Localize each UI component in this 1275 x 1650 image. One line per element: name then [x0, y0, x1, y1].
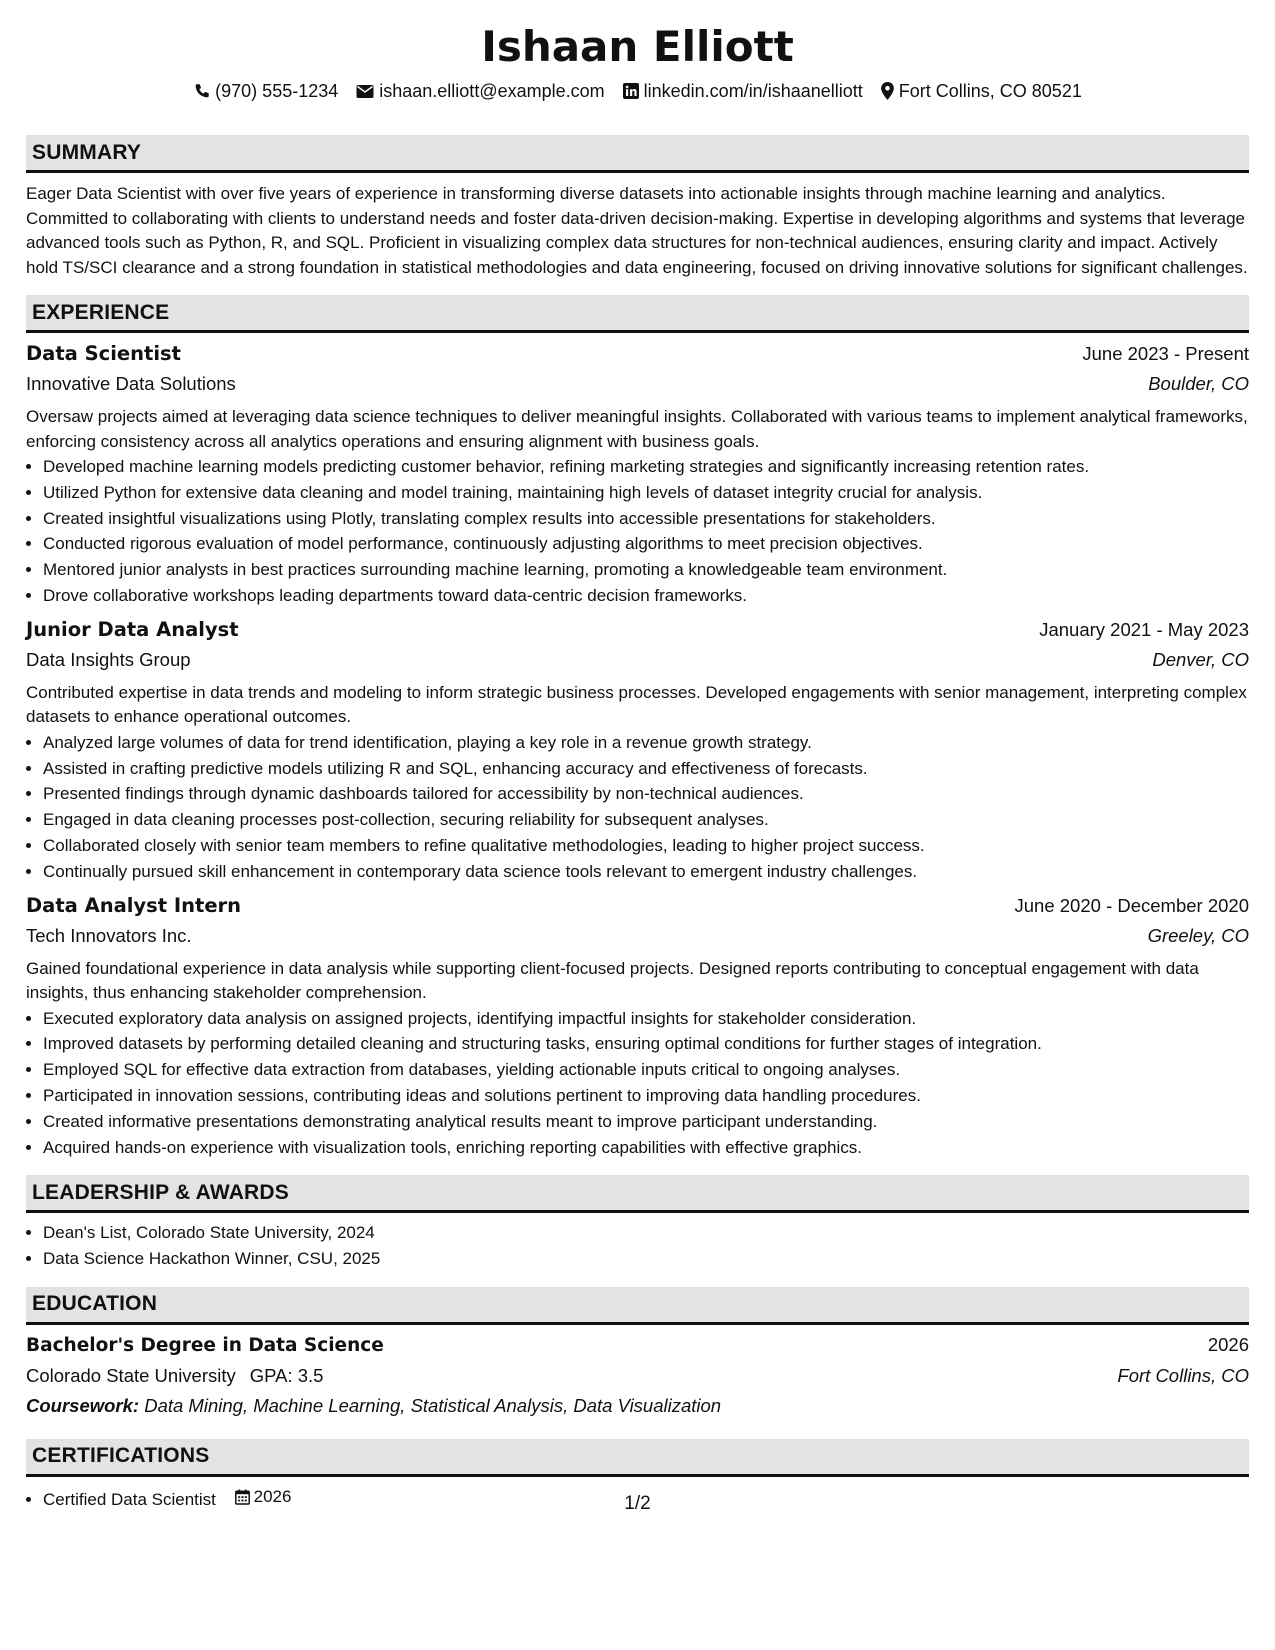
contact-location: [881, 78, 1082, 104]
phone-number: (970) 555-1234: [215, 81, 339, 101]
company-name: Innovative Data Solutions: [26, 373, 236, 394]
company-name: Data Insights Group: [26, 648, 191, 670]
job-description: Contributed expertise in data trends and modeling to inform strategic business processes. Developed engagements with senior management, interpreting complex datasets to enhance operational outcomes.: [26, 682, 1247, 727]
list-item: • Created insightful visualizations using Plotly, translating complex results into accessible presentations for stakeholders.: [43, 506, 1249, 532]
list-item: • Developed machine learning models predicting customer behavior, refining marketing strategies and significantly increasing retention rates.: [43, 454, 1249, 480]
contact-email[interactable]: [356, 78, 604, 104]
section-header: [26, 1439, 1249, 1477]
job-description: Oversaw projects aimed at leveraging data science techniques to deliver meaningful insights. Collaborated with various teams to implement analytical frameworks, enforcing consistency across all analytics operations and ensuring alignment with business goals.: [26, 407, 1248, 451]
map-pin-icon: [881, 82, 894, 100]
degree-title: Bachelor's Degree in Data Science: [26, 1334, 384, 1356]
job-location: Denver, CO: [1152, 648, 1249, 670]
coursework-list: Data Mining, Machine Learning, Statistical Analysis, Data Visualization: [144, 1394, 722, 1416]
summary-section: [26, 135, 1249, 280]
list-item: • Acquired hands-on experience with visualization tools, enriching reporting capabilities with effective graphics.: [43, 1135, 1249, 1161]
list-item: • Collaborated closely with senior team members to refine qualitative methodologies, leading to higher project success.: [43, 833, 1249, 859]
school-name: Colorado State University: [26, 1364, 236, 1386]
section-header: [26, 135, 1249, 173]
gpa: GPA: 3.5: [249, 1364, 324, 1386]
list-item: • Continually pursued skill enhancement in contemporary data science tools relevant to emergent industry challenges.: [43, 859, 1249, 885]
section-title: CERTIFICATIONS: [32, 1444, 210, 1468]
awards-section: [26, 1175, 1249, 1272]
coursework-label: Coursework:: [26, 1394, 140, 1416]
list-item: • Presented findings through dynamic dashboards tailored for accessibility by non-technical audiences.: [43, 781, 1249, 807]
graduation-year: 2026: [1207, 1333, 1249, 1355]
contact-linkedin[interactable]: [623, 78, 863, 104]
certification-year: 2026: [253, 1486, 292, 1506]
list-item: • Participated in innovation sessions, contributing ideas and solutions pertinent to improving data handling procedures.: [43, 1083, 1249, 1109]
job-bullets: [26, 730, 1249, 885]
job-location: Boulder, CO: [1148, 373, 1249, 394]
envelope-icon: [356, 84, 374, 99]
section-header: [26, 295, 1249, 333]
location-text: Fort Collins, CO 80521: [898, 81, 1082, 101]
list-item: • Analyzed large volumes of data for trend identification, playing a key role in a revenue growth strategy.: [43, 730, 1249, 756]
phone-icon: [193, 83, 210, 100]
section-title: EXPERIENCE: [32, 300, 170, 324]
job-description: Gained foundational experience in data analysis while supporting client-focused projects. Designed reports contributing to conceptual engagement with data insights, thus enhancing stakeholder comprehension.: [26, 958, 1199, 1003]
list-item: • Mentored junior analysts in best practices surrounding machine learning, promoting a knowledgeable team environment.: [43, 557, 1249, 583]
job-dates: June 2020 - December 2020: [1014, 894, 1249, 916]
contact-bar: [26, 78, 1249, 104]
education-section: [26, 1287, 1249, 1421]
list-item: • Engaged in data cleaning processes post-collection, securing reliability for subsequent analyses.: [43, 807, 1249, 833]
page-number: 1/2: [624, 1493, 651, 1514]
list-item: • Executed exploratory data analysis on assigned projects, identifying impactful insights for stakeholder consideration.: [43, 1006, 1249, 1032]
job-entry: [26, 615, 1249, 885]
linkedin-icon: [623, 83, 639, 99]
email-address: ishaan.elliott@example.com: [379, 81, 605, 101]
list-item: • Utilized Python for extensive data cleaning and model training, maintaining high levels of dataset integrity crucial for analysis.: [43, 480, 1249, 506]
list-item: • Drove collaborative workshops leading departments toward data-centric decision frameworks.: [43, 583, 1249, 609]
coursework: [26, 1391, 1249, 1421]
job-entry: [26, 891, 1249, 1161]
job-dates: January 2021 - May 2023: [1039, 618, 1249, 640]
list-item: • Created informative presentations demonstrating analytical results meant to improve participant understanding.: [43, 1109, 1249, 1135]
contact-phone[interactable]: [193, 78, 338, 104]
list-item: • Assisted in crafting predictive models utilizing R and SQL, enhancing accuracy and effectiveness of forecasts.: [43, 756, 1249, 782]
job-dates: June 2023 - Present: [1082, 343, 1249, 364]
resume-page: [26, 18, 1249, 1513]
section-title: EDUCATION: [32, 1292, 158, 1316]
job-bullets: [26, 454, 1249, 609]
school-line: [26, 1361, 323, 1391]
company-name: Tech Innovators Inc.: [26, 924, 192, 946]
list-item: • Employed SQL for effective data extraction from databases, yielding actionable inputs critical to ongoing analyses.: [43, 1057, 1249, 1083]
job-title: Data Scientist: [26, 342, 181, 365]
job-entry: [26, 339, 1249, 609]
list-item: • Improved datasets by performing detailed cleaning and structuring tasks, ensuring optimal conditions for further stages of integration.: [43, 1031, 1249, 1057]
job-title: Data Analyst Intern: [26, 893, 242, 917]
candidate-name: Ishaan Elliott: [481, 22, 794, 71]
linkedin-url: linkedin.com/in/ishaanelliott: [643, 81, 863, 101]
list-item: • Conducted rigorous evaluation of model performance, continuously adjusting algorithms to meet precision objectives.: [43, 531, 1249, 557]
section-title: SUMMARY: [32, 140, 142, 164]
job-title: Junior Data Analyst: [26, 617, 239, 641]
section-header: [26, 1287, 1249, 1325]
school-location: Fort Collins, CO: [1117, 1364, 1249, 1386]
section-header: [26, 1175, 1249, 1213]
experience-section: [26, 295, 1249, 1160]
list-item: • Dean's List, Colorado State University, 2024: [43, 1220, 1249, 1246]
section-title: LEADERSHIP & AWARDS: [32, 1180, 289, 1204]
list-item: • Data Science Hackathon Winner, CSU, 2025: [43, 1246, 1249, 1272]
job-bullets: [26, 1006, 1249, 1161]
job-location: Greeley, CO: [1147, 924, 1249, 946]
certification-name: Certified Data Scientist: [43, 1489, 216, 1509]
summary-text: Eager Data Scientist with over five years of experience in transforming diverse datasets into actionable insights through machine learning and analytics. Committed to collaborating with clients to understand needs and foster data-driven decision-making. Expertise in developing algorithms and systems that leverage advanced tools such as Python, R, and SQL. Proficient in visualizing complex data structures for non-technical audiences, ensuring clarity and impact. Actively hold TS/SCI clearance and a strong foundation in statistical methodologies and data engineering, focused on driving innovative solutions for significant challenges.: [26, 184, 1248, 277]
awards-list: [26, 1220, 1249, 1272]
